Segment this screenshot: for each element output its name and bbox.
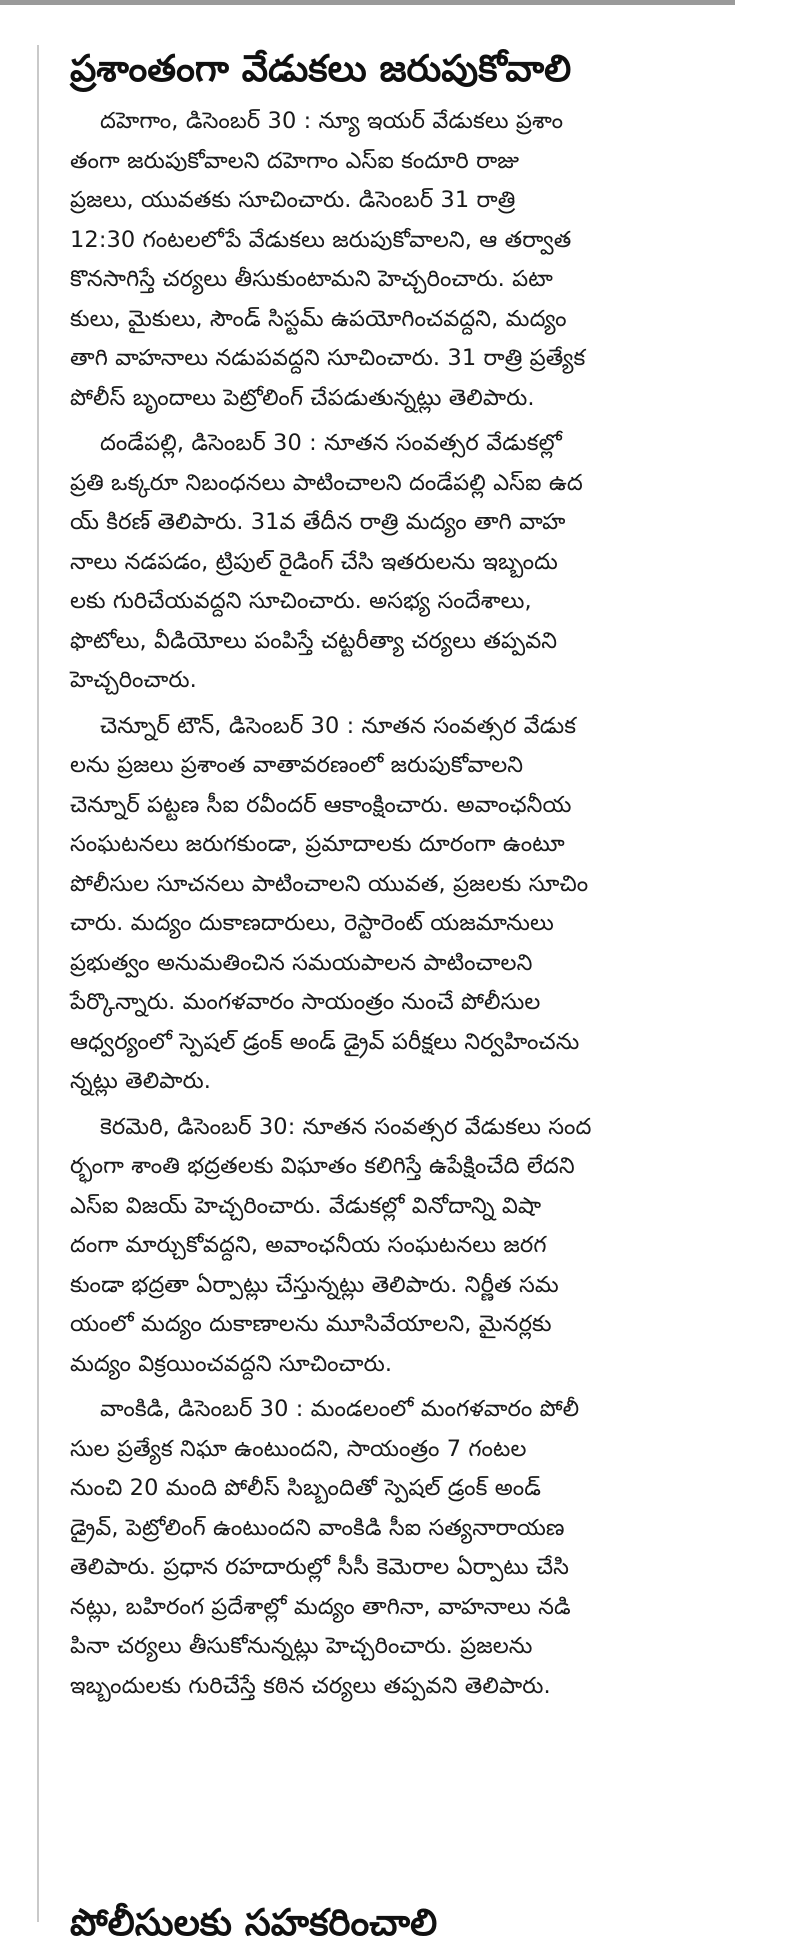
- paragraph-line: కొనసాగిస్తే చర్యలు తీసుకుంటామని హెచ్చరించారు. పటా: [70, 266, 553, 292]
- paragraph-line: పినా చర్యలు తీసుకోనున్నట్లు హెచ్చరించారు. ప్రజలను: [70, 1633, 533, 1659]
- next-article-headline-cropped: [70, 1888, 438, 1944]
- paragraph-line: తెలిపారు. ప్రధాన రహదారుల్లో సీసీ కెమెరాల ఏర్పాటు చేసి: [70, 1554, 570, 1580]
- paragraph-line: కెరమెరి, డిసెంబర్ 30: నూతన సంవత్సర వేడుకలు సంద: [100, 1113, 592, 1140]
- paragraph-line: సంఘటనలు జరుగకుండా, ప్రమాదాలకు దూరంగా ఉంటూ: [70, 831, 565, 857]
- column-divider: [37, 45, 39, 1922]
- paragraph-line: నుంచి 20 మంది పోలీస్ సిబ్బందితో స్పెషల్ డ్రంక్ అండ్: [70, 1475, 541, 1501]
- article-paragraph-dahegam: [70, 102, 738, 418]
- paragraph-line: నట్లు, బహిరంగ ప్రదేశాల్లో మద్యం తాగినా, వాహనాలు నడి: [70, 1593, 571, 1620]
- top-divider: [0, 0, 735, 5]
- paragraph-line: ఎస్ఐ విజయ్ హెచ్చరించారు. వేడుకల్లో వినోదాన్ని విషా: [70, 1192, 542, 1219]
- article-paragraph-vankidi: [70, 1390, 738, 1706]
- article-paragraph-dandepalli: [70, 424, 738, 701]
- paragraph-line: సుల ప్రత్యేక నిఘా ఉంటుందని, సాయంత్రం 7 గంటల: [70, 1435, 527, 1462]
- paragraph-line: ఆధ్వర్యంలో స్పెషల్ డ్రంక్ అండ్ డ్రైవ్ పరీక్షలు నిర్వహించను: [70, 1028, 580, 1055]
- paragraph-line: హెచ్చరించారు.: [70, 667, 197, 693]
- paragraph-line: య్ కిరణ్ తెలిపారు. 31వ తేదీన రాత్రి మద్యం తాగి వాహ: [70, 509, 566, 535]
- paragraph-line: కులు, మైకులు, సౌండ్ సిస్టమ్ ఉపయోగించవద్దని, మద్యం: [70, 305, 567, 332]
- paragraph-line: పోలీస్ బృందాలు పెట్రోలింగ్ చేపడుతున్నట్లు తెలిపారు.: [70, 384, 535, 411]
- paragraph-line: యంలో మద్యం దుకాణాలను మూసివేయాలని, మైనర్లకు: [70, 1311, 552, 1337]
- paragraph-line: చారు. మద్యం దుకాణదారులు, రెస్టారెంట్ యజమానులు: [70, 910, 554, 936]
- paragraph-line: దహెగాం, డిసెంబర్ 30 : న్యూ ఇయర్ వేడుకలు ప్రశాం: [100, 108, 564, 134]
- paragraph-line: దంగా మార్చుకోవద్దని, అవాంఛనీయ సంఘటనలు జరగ: [70, 1232, 547, 1258]
- paragraph-line: లకు గురిచేయవద్దని సూచించారు. అసభ్య సందేశాలు,: [70, 588, 532, 614]
- paragraph-line: న్నట్లు తెలిపారు.: [70, 1068, 212, 1094]
- paragraph-line: 12:30 గంటలలోపే వేడుకలు జరుపుకోవాలని, ఆ తర్వాత: [70, 226, 572, 253]
- paragraph-line: వాంకిడి, డిసెంబర్ 30 : మండలంలో మంగళవారం పోలీ: [100, 1396, 580, 1422]
- paragraph-line: ప్రభుత్వం అనుమతించిన సమయపాలన పాటించాలని: [70, 949, 533, 976]
- article-paragraph-chennur: [70, 707, 738, 1102]
- paragraph-line: ప్రజలు, యువతకు సూచించారు. డిసెంబర్ 31 రాత్రి: [70, 187, 516, 213]
- paragraph-line: దండేపల్లి, డిసెంబర్ 30 : నూతన సంవత్సర వేడుకల్లో: [100, 430, 562, 456]
- paragraph-line: మద్యం విక్రయించవద్దని సూచించారు.: [70, 1350, 393, 1377]
- paragraph-line: ఫొటోలు, వీడియోలు పంపిస్తే చట్టరీత్యా చర్యలు తప్పవని: [70, 627, 558, 654]
- news-article: [70, 40, 738, 1712]
- paragraph-line: డ్రైవ్, పెట్రోలింగ్ ఉంటుందని వాంకిడి సీఐ సత్యనారాయణ: [70, 1514, 565, 1541]
- paragraph-line: ర్భంగా శాంతి భద్రతలకు విఘాతం కలిగిస్తే ఉపేక్షించేది లేదని: [70, 1153, 575, 1179]
- paragraph-line: ఇబ్బందులకు గురిచేస్తే కఠిన చర్యలు తప్పవని తెలిపారు.: [70, 1672, 551, 1699]
- next-article-headline-text: పోలీసులకు సహకరించాలి: [70, 1901, 438, 1944]
- paragraph-line: పేర్కొన్నారు. మంగళవారం సాయంత్రం నుంచే పోలీసుల: [70, 989, 541, 1015]
- paragraph-line: చెన్నూర్ టౌన్, డిసెంబర్ 30 : నూతన సంవత్సర వేడుక: [100, 712, 577, 739]
- paragraph-line: పోలీసుల సూచనలు పాటించాలని యువత, ప్రజలకు సూచిం: [70, 870, 589, 897]
- paragraph-line: చెన్నూర్ పట్టణ సీఐ రవీందర్ ఆకాంక్షించారు. అవాంఛనీయ: [70, 791, 572, 818]
- article-paragraph-kerameri: [70, 1108, 738, 1385]
- paragraph-line: తంగా జరుపుకోవాలని దహెగాం ఎస్ఐ కందూరి రాజు: [70, 147, 520, 174]
- paragraph-line: నాలు నడపడం, ట్రిపుల్ రైడింగ్ చేసి ఇతరులను ఇబ్బందు: [70, 548, 558, 575]
- paragraph-line: లను ప్రజలు ప్రశాంత వాతావరణంలో జరుపుకోవాలని: [70, 752, 524, 778]
- paragraph-line: తాగి వాహనాలు నడుపవద్దని సూచించారు. 31 రాత్రి ప్రత్యేక: [70, 345, 586, 371]
- article-headline: ప్రశాంతంగా వేడుకలు జరుపుకోవాలి: [70, 47, 572, 90]
- paragraph-line: ప్రతి ఒక్కరూ నిబంధనలు పాటించాలని దండేపల్లి ఎస్ఐ ఉద: [70, 469, 583, 496]
- paragraph-line: కుండా భద్రతా ఏర్పాట్లు చేస్తున్నట్లు తెలిపారు. నిర్ణీత సమ: [70, 1271, 559, 1298]
